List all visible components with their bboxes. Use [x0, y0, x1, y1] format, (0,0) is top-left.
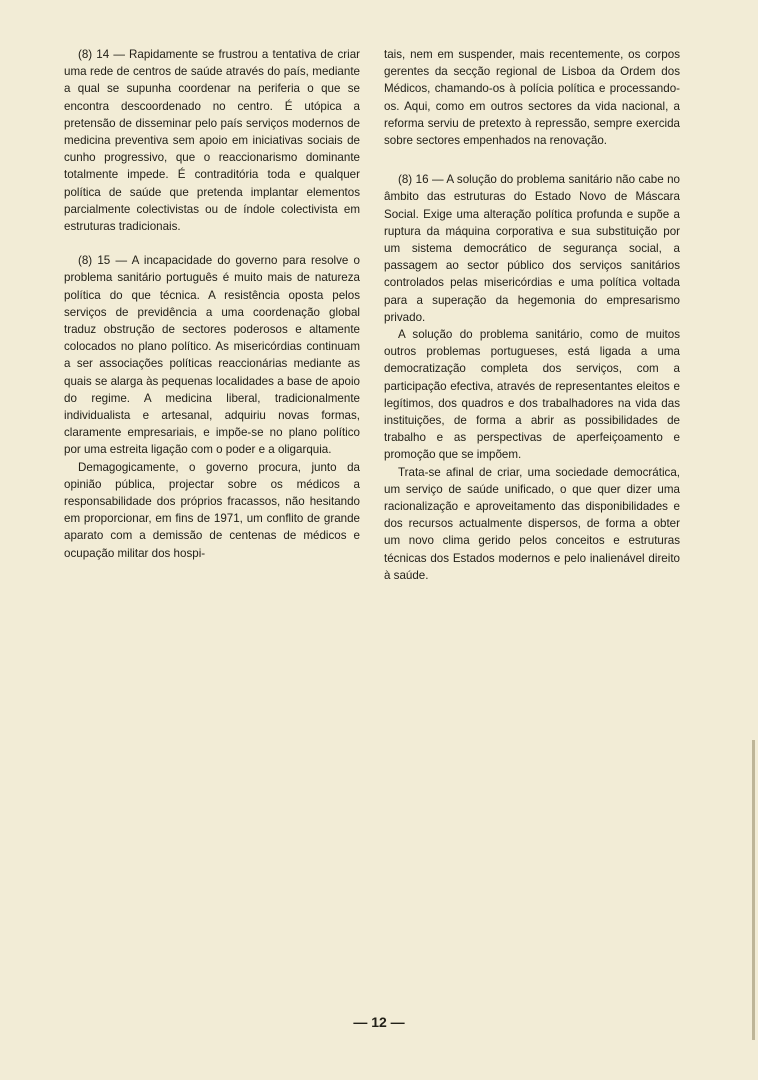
paragraph-15-continued-end: tais, nem em suspender, mais recentemente, os corpos gerentes da secção regional de Lisboa da Ordem dos Médicos, chamando-os à polícia política e processando-os. Aqui, como em outros sectores da vida nacional, a reforma serviu de pretexto à repressão, sempre exercida sobre sectores empenhados na renovação.: [384, 48, 680, 148]
paragraph-15: (8) 15 — A incapacidade do governo para resolve o problema sanitário português é muito mais de natureza política do que técnica. A resistência oposta pelos serviços de previdência a uma coordenação global traduz obstrução de sectores poderosos e altamente colocados no plano político. As misericórdias continuam a ser associações políticas reaccionárias mediante as quais se alarga às pequenas localidades a base de apoio do regime. A medicina liberal, tradicionalmente individualista e artesanal, adquiriu novas formas, claramente empresariais, e impõe-se no plano político por uma estreita ligação com o poder e a oligarquia.: [64, 254, 360, 457]
paragraph-15-continued: Demagogicamente, o governo procura, junto da opinião pública, projectar sobre os médicos a responsabilidade dos próprios fracassos, não hesitando em proporcionar, em fins de 1971, um conflito de grande aparato com a demissão de centenas de médicos e ocupação militar dos hospi-: [64, 460, 360, 560]
paragraph-14: (8) 14 — Rapidamente se frustrou a tentativa de criar uma rede de centros de saúde através do país, mediante a qual se supunha coordenar na periferia o que se encontra descoordenado no centro. É utópica a pretensão de disseminar pelo país serviços modernos de medicina preventiva sem apoio em iniciativas sociais de cunho progressivo, que o reaccionarismo dominante totalmente impede. É contraditória toda e qualquer política de saúde que pretenda implantar elementos parcialmente colectivistas ou de índole colectivista em estruturas tradicionais.: [64, 48, 360, 234]
paragraph-16-continued: A solução do problema sanitário, como de muitos outros problemas portugueses, está ligada a uma democratização completa dos serviços, com a participação efectiva, através de representantes eleitos e legítimos, dos quadros e dos trabalhadores na vida das instituições, de forma a abrir as possibilidades de trabalho e as perspectivas de aperfeiçoamento e promoção que se impõem.: [384, 328, 680, 462]
paragraph-16-final: Trata-se afinal de criar, uma sociedade democrática, um serviço de saúde unificado, o que quer dizer uma racionalização e aproveitamento das disponibilidades e dos recursos actualmente dispersos, de forma a obter um novo clima gerido pelos conceitos e estruturas técnicas dos Estados modernos e pelo inalienável direito à saúde.: [384, 465, 680, 582]
left-column: [64, 46, 360, 562]
page-edge-shadow: [752, 740, 755, 1040]
page-number: — 12 —: [353, 1014, 405, 1030]
right-column: [384, 46, 680, 584]
paragraph-16: (8) 16 — A solução do problema sanitário não cabe no âmbito das estruturas do Estado Novo de Máscara Social. Exige uma alteração política profunda e supõe a ruptura da máquina corporativa e sua substituição por um sistema democrático de segurança social, a passagem ao sector público dos serviços sanitários controlados pelas misericórdias e uma política voltada para a superação da hegemonia do empresarismo privado.: [384, 173, 680, 324]
